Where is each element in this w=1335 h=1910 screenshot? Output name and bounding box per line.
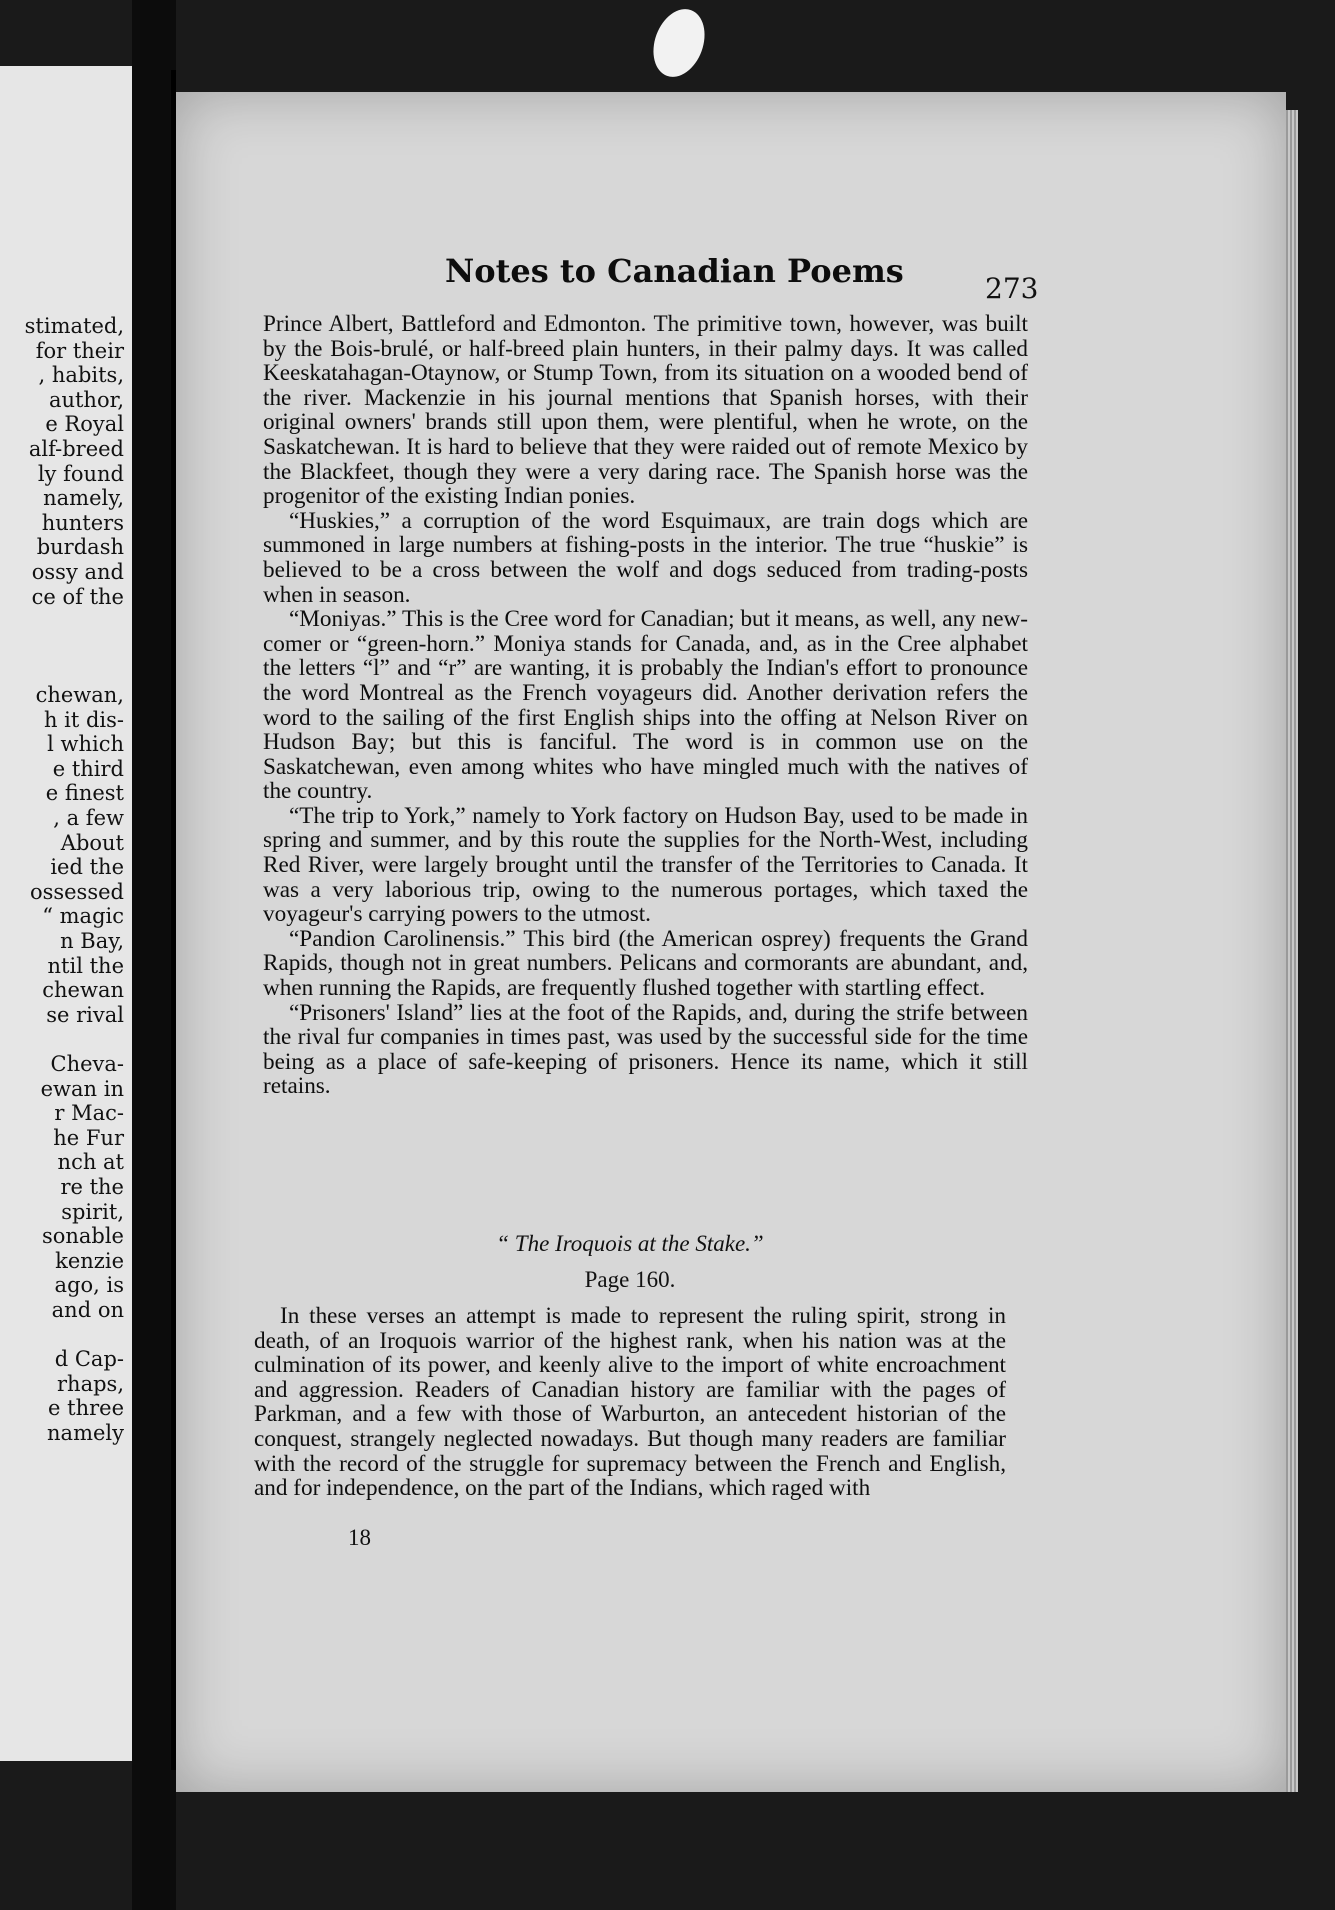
left-page-line: e three [48,1396,124,1421]
left-page-line: h it dis- [43,707,124,732]
page-number: 273 [985,272,1039,305]
left-page-line: “ magic [42,904,124,929]
left-page-line: stimated, [24,314,124,338]
left-page-line: e third [52,756,124,781]
notes-body [263,312,1028,1099]
paragraph-huskies: “Huskies,” a corruption of the word Esquimaux, are train dogs which are summoned in large numbers at fishing-posts in the interior. The true “huskie” is believed to be a cross between the wolf and dogs seduced from trading-posts when in season. [263,507,1028,608]
running-title: Notes to Canadian Poems [445,252,904,290]
left-page-line: alf-breed [28,437,124,461]
left-page-line: ossessed [29,879,124,904]
left-page-line: e Royal [45,412,124,437]
left-page-line: rhaps, [57,1371,124,1396]
left-page-line: , a few [53,806,124,830]
left-page-line: hunters [41,510,124,535]
left-page-line: namely [47,1421,124,1445]
paragraph-edmonton: Prince Albert, Battleford and Edmonton. The primitive town, however, was built by the Bois-brulé, or half-breed plain hunters, in their palmy days. It was called Keeskatahagan-Otaynow, or Stump Town, from its situation on a wooded bend of the river. Mackenzie in his journal mentions that Spanish horses, with their original owners' brands still upon them, were plentiful, when he wrote, on the Saskatchewan. It is hard to believe that they were raided out of remote Mexico by the Blackfeet, though they were a very daring race. The Spanish horse was the progenitor of the existing Indian ponies. [263,311,1028,510]
section-heading: “ The Iroquois at the Stake.” [496,1231,764,1256]
left-page-line: e finest [45,781,124,806]
left-page-line: sonable [41,1224,124,1249]
iroquois-body [254,1304,1006,1501]
paragraph-iroquois: In these verses an attempt is made to represent the ruling spirit, strong in death, of an Iroquois warrior of the highest rank, when his nation was at the culmination of its power, and keenly alive to the import of white encroachment and aggression. Readers of Canadian history are familiar with the pages of Parkman, and a few with those of Warburton, an antecedent historian of the conquest, strangely neglected nowadays. But though many readers are familiar with the record of the struggle for supremacy between the French and English, and for independence, on the part of the Indians, which raged with [254,1303,1006,1502]
left-page-line: kenzie [55,1248,124,1273]
left-page-line: ly found [37,461,124,486]
left-page-line: ewan in [40,1076,124,1101]
left-page-line: namely, [43,486,124,511]
left-page-fragment [0,66,132,1761]
left-page-line: spirit, [61,1199,124,1224]
left-page-line: se rival [46,1002,124,1027]
left-page-line: chewan [42,978,124,1003]
left-page-line: and on [51,1298,124,1322]
left-page-line: Cheva- [50,1052,124,1076]
paragraph-moniyas: “Moniyas.” This is the Cree word for Canadian; but it means, as well, any new-comer or “green-horn.” Moniya stands for Canada, and, as in the Cree alphabet the letters “l” and “r” are wanting, it is probably the Indian's effort to pronounce the word Montreal as the French voyageurs did. Another derivation refers the word to the sailing of the first English ships into the offing at Nelson River on Hudson Bay; but this is fanciful. The word is in common use on the Saskatchewan, even among whites who have mingled much with the natives of the country. [263,606,1028,805]
left-page-line: d Cap- [54,1347,124,1372]
left-page-line: ied the [50,855,124,880]
paper-blot [644,2,713,84]
left-page-line: author, [48,387,124,412]
left-page-line: for their [35,338,124,363]
left-page-line: burdash [36,535,124,560]
left-page-line: nch at [57,1150,124,1175]
section-page-ref: Page 160. [584,1267,676,1292]
left-page-line: ce of the [31,584,124,609]
left-page-line: ago, is [54,1273,124,1298]
left-page-line: chewan, [35,683,124,707]
page-edge [1286,110,1298,1792]
paragraph-trip-to-york: “The trip to York,” namely to York factory on Hudson Bay, used to be made in spring and summer, and by this route the supplies for the North-West, including Red River, were largely brought until the transfer of the Territories to Canada. It was a very laborious trip, owing to the numerous portages, which taxed the voyageur's carrying powers to the utmost. [263,802,1028,928]
paragraph-pandion: “Pandion Carolinensis.” This bird (the American osprey) frequents the Grand Rapids, though not in great numbers. Pelicans and cormorants are abundant, and, when running the Rapids, are frequently flushed together with startling effect. [263,925,1028,1002]
signature-mark: 18 [348,1525,371,1550]
left-page-line: re the [60,1175,124,1199]
left-page-line: About [60,830,124,855]
left-page-line: , habits, [38,363,124,388]
left-page-line: n Bay, [60,929,124,953]
left-page-line: ntil the [47,953,124,978]
paragraph-prisoners-island: “Prisoners' Island” lies at the foot of the Rapids, and, during the strife between the rival fur companies in times past, was used by the successful side for the time being as a place of safe-keeping of prisoners. Hence its name, which it still retains. [263,999,1028,1100]
left-page-line: he Fur [53,1125,124,1150]
left-page-line: l which [47,732,124,757]
left-page-line: r Mac- [54,1101,124,1126]
book-gutter [132,0,176,1910]
left-page-line: ossy and [31,560,124,584]
